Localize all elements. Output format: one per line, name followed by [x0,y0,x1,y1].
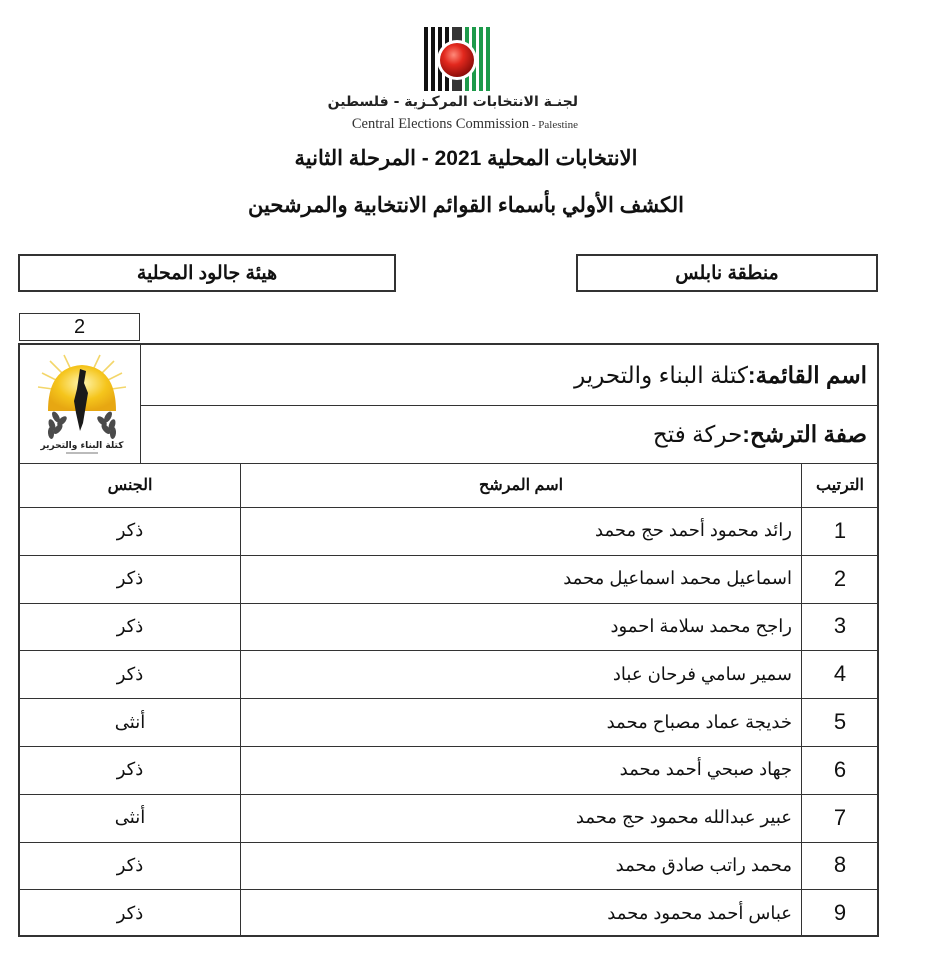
column-header-gender: الجنس [107,477,153,494]
column-header-order: الترتيب [816,477,864,494]
column-header-name: اسم المرشح [478,477,564,494]
org-name-arabic: لجنـة الانتخابات المركـزية - فلسطين [327,94,578,110]
candidate-gender: أنثى [114,807,146,828]
candidate-name: محمد راتب صادق محمد [615,854,792,875]
candidacy-value: حركة فتح [652,420,743,447]
logo-red-ball [440,43,474,77]
divider [140,345,141,463]
candidate-order: 3 [833,613,847,639]
local-authority-box: هيئة جالود المحلية [18,254,396,292]
candidate-order: 6 [833,756,847,782]
candidate-name: اسماعيل محمد اسماعيل محمد [563,568,792,589]
candidate-gender: ذكر [116,520,144,541]
wheat-left [47,410,68,439]
candidate-order: 2 [833,565,847,591]
region-box: منطقة نابلس [576,254,878,292]
list-number-box: 2 [19,313,140,341]
candidate-order: 5 [833,709,847,735]
candidate-list-table [18,343,879,937]
candidate-order: 7 [833,804,847,830]
org-name-english-suffix: - Palestine [529,119,578,131]
org-name-english-main: Central Elections Commission [351,116,530,132]
candidate-name: رائد محمود أحمد حج محمد [595,520,792,541]
candidate-order: 9 [833,900,847,926]
list-name-row [150,345,867,405]
candidate-name: عبير عبدالله محمود حج محمد [575,807,792,828]
candidate-gender: أنثى [114,711,146,732]
candidacy-row [150,405,867,463]
org-name-english [300,116,578,133]
candidacy-label: صفة الترشح: [742,420,867,447]
emblem-caption: كتلة البناء والتحرير [40,441,124,451]
candidate-name: راجح محمد سلامة احمود [610,615,792,636]
candidate-gender: ذكر [116,902,144,923]
candidate-order: 4 [833,661,847,687]
candidate-name: سمير سامي فرحان عباد [612,663,792,684]
list-name-label: اسم القائمة: [747,361,867,388]
candidate-order: 8 [833,852,847,878]
candidate-order: 1 [833,517,847,543]
candidate-gender: ذكر [116,854,144,875]
list-emblem-icon [36,353,128,457]
list-name-value: كتلة البناء والتحرير [574,361,748,388]
candidate-gender: ذكر [116,759,144,780]
document-subtitle: الكشف الأولي بأسماء القوائم الانتخابية والمرشحين [248,194,684,217]
candidate-gender: ذكر [116,663,144,684]
document-title: الانتخابات المحلية 2021 - المرحلة الثانية [294,147,638,170]
candidate-name: جهاد صبحي أحمد محمد [619,759,792,780]
candidate-gender: ذكر [116,568,144,589]
wheat-right [96,410,117,439]
cec-logo-icon [424,27,490,91]
candidate-name: عباس أحمد محمود محمد [607,902,792,923]
candidate-name: خديجة عماد مصباح محمد [606,711,792,732]
candidate-gender: ذكر [116,615,144,636]
